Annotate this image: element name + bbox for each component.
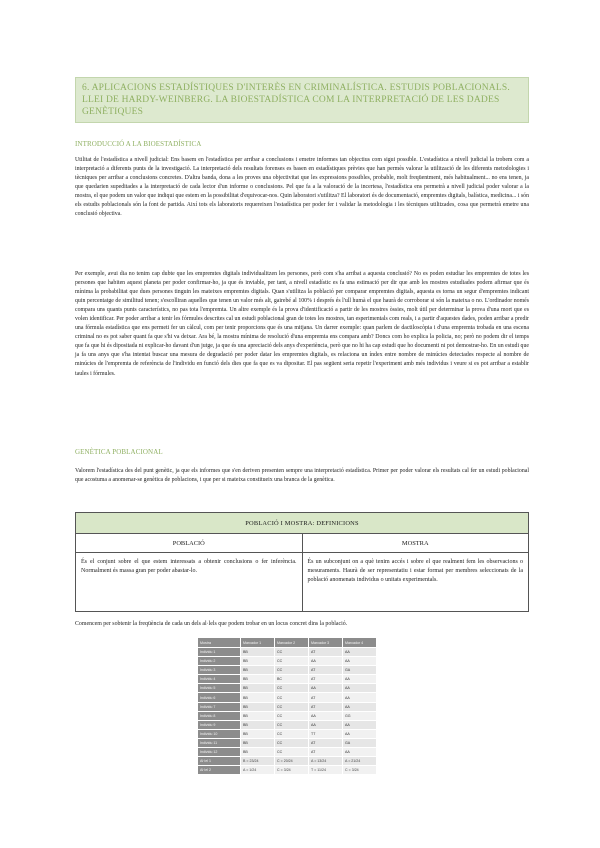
- allele-frequency-row: [198, 757, 377, 766]
- definition-mostra: És un subconjunt on a què tenim accés i sobre el que realment fem les observacions o mesuraments. Haurà de ser representatiu i estar format per membres seleccionats de la població anomenats individus o unitats experimentals.: [302, 553, 529, 612]
- table-row: [198, 748, 377, 757]
- table-row: [198, 729, 377, 738]
- genotype-cell: BC: [275, 675, 309, 684]
- genotype-cell: AA: [309, 711, 343, 720]
- row-label: Individu 8: [198, 711, 241, 720]
- header-cell: Marcador 3: [309, 638, 343, 648]
- genotype-cell: GA: [343, 666, 377, 675]
- frequency-cell: C = 20/24: [275, 757, 309, 766]
- table-row: [198, 720, 377, 729]
- genotype-cell: BB: [241, 657, 275, 666]
- genotype-cell: CC: [275, 657, 309, 666]
- table-row: [198, 675, 377, 684]
- genotype-cell: BB: [241, 711, 275, 720]
- genotype-cell: AA: [343, 648, 377, 657]
- row-label: Individu 11: [198, 738, 241, 747]
- table-row: [198, 648, 377, 657]
- section-heading-genetics: GENÈTICA POBLACIONAL: [75, 448, 163, 456]
- genotype-cell: BB: [241, 684, 275, 693]
- paragraph-intro-1: Utilitat de l'estadística a nivell judicial: Ens basem en l'estadística per arribar a conclusions i emetre informes tan objectius com sigui possible. L'estadística a nivell judicial la trobem com a interpretació a diferents punts de la investigació. La interpretació dels resultats forenses es basen en estadístiques prèvies que han permès valorar la utilització de les diferents metodologies i tècniques per arribar a conclusions concretes. D'altra banda, dona a les proves una objectivitat que les expressions possibles, probable, molt freqüentment, més habitualment... no ens tenen, ja que quedarien supeditades a la interpretació de cada lector d'un informe o conclusions. Pel que fa a la valoració de la incertesa, l'estadística ens permetrà a nivell judicial poder valorar a la mostra, el que podem un valor que indiqui que estem en la possibilitat d'equivocar-nos. Quin laboratori s'utilitza? El laboratori és de documentació, empremtes digitals, balística, medicina... i són els estudis poblacionals són la font de partida. Així tots els laboratoris requereixen l'estadística per poder fer i validar la metodologia i les tècniques utilitzades, cosa que permetrà emetre una conclusió objectiva.: [75, 157, 529, 218]
- genotype-cell: AA: [343, 675, 377, 684]
- genotype-cell: BB: [241, 720, 275, 729]
- row-label: Individu 3: [198, 666, 241, 675]
- table-row: [198, 666, 377, 675]
- frequency-cell: C = 3/24: [275, 766, 309, 775]
- table-row: [198, 702, 377, 711]
- genotype-cell: AA: [309, 720, 343, 729]
- definitions-col-poblacio: POBLACIÓ: [76, 534, 303, 553]
- frequency-cell: A = 21/24: [343, 757, 377, 766]
- genotype-cell: AA: [343, 684, 377, 693]
- frequency-cell: A = 13/24: [309, 757, 343, 766]
- genotype-cell: CC: [275, 720, 309, 729]
- row-label: Individu 9: [198, 720, 241, 729]
- genotype-cell: CC: [275, 666, 309, 675]
- paragraph-intro-2: Per exemple, avui dia no tenim cap dubte que les empremtes digitals individualitzen les persones, però com s'ha arribat a aquesta conclusió? No es poden estudiar les empremtes de totes les persones que habiten aquest planeta per poder confirmar-ho, ja que és inviable, per tant, a nivell estadístic es fa una estimació per dir que amb les mostres estudiades podem afirmar que és mínima la probabilitat que dues persones tinguin les mateixes empremtes digitals. Quan s'utilitza la població per comparar empremtes digitals, aquesta es torna un segur d'empremtes indicant quin percentatge de similitud tenen; s'escolliran aquelles que tenen un valor més alt, gairebé al 100% i després és l'ull humà el que haurà de corroborar si són la mateixa o no. L'ordinador només compara uns quants punts característics, no pas tota l'empremta. Un altre exemple és la prova d'identificació a partir de les mostres òssies, molt útil per determinar la prova d'una mort que es volen identificar. Per poder arribar a tenir les fórmules descrites cal un estudi poblacional gran de totes les mostres, tan esperimentals com reals, i a partir d'aquestes dades, poden arribar a predir una fórmula estadística que ens permeti fer un càlcul, com per tenir proporcions que és una mitjana. Un darrer exemple: quan parlem de dactiloscòpia i d'una empremta trobada en una escena criminal no es pot saber quant fa que s'hi va deixar. Ara bé, la mostra mínima de resolució d'una empremta ens compara amb? Doncs com ho explica la policia, no; però no podem dir el temps que fa que hi és dipositada ni explicar-ho davant d'un jutge, ja que és una apreciació dels anys d'experiència, però que no hi ha cap estudi que ho documenti ni pot demostrar-ho. En un estudi que ja fa uns anys que s'ha intentat buscar una mesura de degradació per poder datar les empremtes digitals, es relaciona un índex entre nombre de minúcies detectades respecte al nombre de minúcies de l'empremta de referència de l'individu en funció dels dies que fa que es va dipositar. El pas següent seria repetir l'experiment amb més individus i veure si es pot arribar a establir taules i fórmules.: [75, 271, 529, 377]
- frequency-cell: T = 11/24: [309, 766, 343, 775]
- genotype-cell: AA: [343, 657, 377, 666]
- paragraph-genetics-1: Valorem l'estadística des del punt genètic, ja que els informes que s'en deriven presenten sempre una interpretació estadística. Primer per poder valorar els resultats cal fer un estudi poblacional que acostuma a anomenar-se genètica de poblacions, i que per si mateixa constitueix una branca de la genètica.: [75, 468, 529, 484]
- genotype-cell: CC: [275, 702, 309, 711]
- table-row: [198, 657, 377, 666]
- genotype-cell: AT: [309, 738, 343, 747]
- genotype-cell: AA: [343, 729, 377, 738]
- genotype-cell: AT: [309, 666, 343, 675]
- allele-table-header-row: [198, 638, 377, 648]
- table-row: [198, 684, 377, 693]
- section-heading-intro: INTRODUCCIÓ A LA BIOESTADÍSTICA: [75, 140, 202, 148]
- row-label: Individu 5: [198, 684, 241, 693]
- header-cell: Marcador 2: [275, 638, 309, 648]
- genotype-cell: CC: [275, 738, 309, 747]
- genotype-cell: AA: [309, 684, 343, 693]
- row-label: Al·lel 2: [198, 766, 241, 775]
- genotype-cell: BB: [241, 729, 275, 738]
- genotype-cell: CC: [275, 711, 309, 720]
- genotype-cell: CC: [275, 684, 309, 693]
- row-label: Al·lel 1: [198, 757, 241, 766]
- definitions-table-header: POBLACIÓ I MOSTRA: DEFINICIONS: [76, 513, 529, 534]
- allele-table-wrap: [197, 637, 377, 775]
- row-label: Individu 12: [198, 748, 241, 757]
- genotype-cell: AT: [309, 702, 343, 711]
- allele-frequency-table: [197, 637, 377, 775]
- row-label: Individu 10: [198, 729, 241, 738]
- header-cell: Mostra: [198, 638, 241, 648]
- row-label: Individu 4: [198, 675, 241, 684]
- allele-caption: Comencem per sobtenir la freqüència de cada un dels al·lels que podem trobar en un locus concret dins la població.: [75, 621, 348, 627]
- genotype-cell: AT: [309, 675, 343, 684]
- genotype-cell: CC: [275, 729, 309, 738]
- genotype-cell: CC: [275, 648, 309, 657]
- genotype-cell: BB: [241, 738, 275, 747]
- definitions-table: [75, 512, 529, 612]
- row-label: Individu 6: [198, 693, 241, 702]
- genotype-cell: CC: [275, 693, 309, 702]
- chapter-title-box: [75, 77, 529, 123]
- row-label: Individu 1: [198, 648, 241, 657]
- definitions-col-mostra: MOSTRA: [302, 534, 529, 553]
- chapter-title: 6. APLICACIONS ESTADÍSTIQUES D'INTERÈS EN CRIMINALÍSTICA. ESTUDIS POBLACIONALS. LLEI DE HARDY-WEINBERG. LA BIOESTADÍSTICA COM LA INTERPRETACIÓ DE LES DADES GENÈTIQUES: [82, 83, 510, 117]
- header-cell: Marcador 1: [241, 638, 275, 648]
- table-row: [198, 738, 377, 747]
- genotype-cell: BB: [241, 748, 275, 757]
- genotype-cell: BB: [241, 702, 275, 711]
- genotype-cell: AA: [343, 748, 377, 757]
- row-label: Individu 2: [198, 657, 241, 666]
- genotype-cell: GG: [343, 711, 377, 720]
- definition-poblacio: És el conjunt sobre el que estem interessats a obtenir conclusions o fer inferència. Normalment és massa gran per poder abastar-lo.: [76, 553, 303, 612]
- header-cell: Marcador 4: [343, 638, 377, 648]
- definitions-table-wrap: [75, 512, 529, 612]
- genotype-cell: BB: [241, 666, 275, 675]
- genotype-cell: BB: [241, 675, 275, 684]
- genotype-cell: TT: [309, 729, 343, 738]
- table-row: [198, 693, 377, 702]
- genotype-cell: AA: [343, 693, 377, 702]
- genotype-cell: AT: [309, 693, 343, 702]
- frequency-cell: B = 23/24: [241, 757, 275, 766]
- genotype-cell: BB: [241, 693, 275, 702]
- genotype-cell: AT: [309, 648, 343, 657]
- table-row: [198, 711, 377, 720]
- frequency-cell: A = 1/24: [241, 766, 275, 775]
- frequency-cell: C = 3/24: [343, 766, 377, 775]
- row-label: Individu 7: [198, 702, 241, 711]
- genotype-cell: BB: [241, 648, 275, 657]
- genotype-cell: AA: [343, 702, 377, 711]
- allele-frequency-row: [198, 766, 377, 775]
- genotype-cell: CC: [275, 748, 309, 757]
- genotype-cell: GA: [343, 738, 377, 747]
- genotype-cell: AA: [309, 657, 343, 666]
- genotype-cell: AT: [309, 748, 343, 757]
- genotype-cell: AA: [343, 720, 377, 729]
